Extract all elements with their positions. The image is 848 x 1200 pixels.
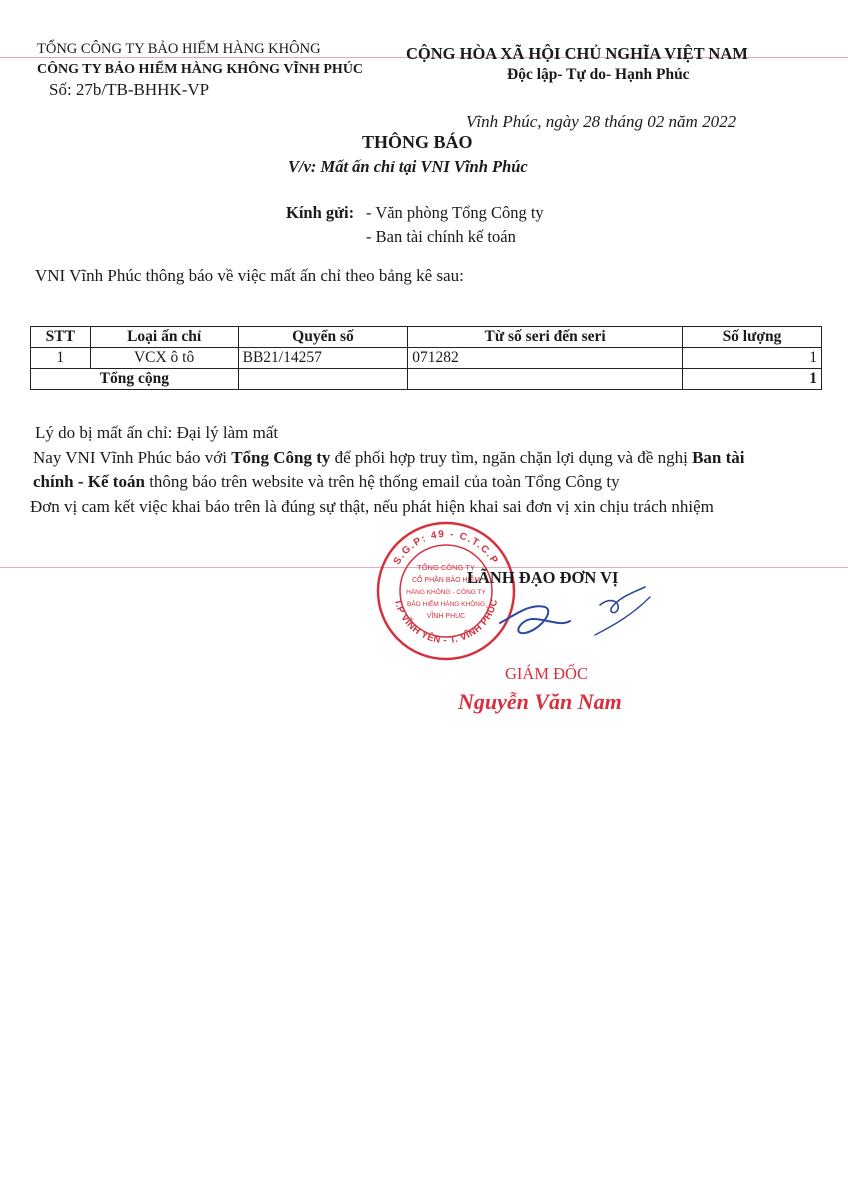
- p1-part-b: Tổng Công ty: [231, 448, 331, 467]
- col-header-qty: Số lượng: [682, 327, 821, 348]
- cell-qty: 1: [682, 348, 821, 369]
- cell-stt: 1: [31, 348, 91, 369]
- reason-text: Lý do bị mất ấn chỉ: Đại lý làm mất: [35, 423, 279, 442]
- org-unit: CÔNG TY BẢO HIỂM HÀNG KHÔNG VĨNH PHÚC: [37, 62, 364, 77]
- recipients-label: Kính gửi:: [286, 203, 355, 222]
- col-header-serial: Từ số seri đến seri: [408, 327, 683, 348]
- total-qty: 1: [682, 369, 821, 390]
- col-header-book: Quyển số: [238, 327, 408, 348]
- seal-line-5: VĨNH PHÚC: [426, 613, 466, 620]
- p1-part-d: Ban tài: [692, 448, 745, 467]
- signatory-position: GIÁM ĐỐC: [505, 664, 588, 683]
- lost-forms-table: [30, 326, 822, 390]
- doc-number: Số: 27b/TB-BHHK-VP: [49, 80, 210, 99]
- seal-line-3: HÀNG KHÔNG - CÔNG TY: [406, 589, 486, 596]
- p2-part-a: chính - Kế toán: [33, 472, 145, 491]
- paragraph-line-1: [33, 448, 745, 468]
- recipient-1: - Văn phòng Tổng Công ty: [366, 203, 544, 222]
- table-header-row: [31, 327, 822, 348]
- cell-book: BB21/14257: [238, 348, 408, 369]
- total-empty-book: [238, 369, 408, 390]
- cell-type: VCX ô tô: [90, 348, 238, 369]
- seal-line-2: CỔ PHẦN BẢO HIỂM: [411, 577, 481, 584]
- cell-serial: 071282: [408, 348, 683, 369]
- paragraph-line-2: [33, 472, 620, 492]
- commitment-text: Đơn vị cam kết việc khai báo trên là đúng sự thật, nếu phát hiện khai sai đơn vị xin chịu trách nhiệm: [30, 497, 714, 516]
- seal-line-1: TỔNG CÔNG TY: [417, 563, 475, 572]
- total-label: Tổng cộng: [31, 369, 239, 390]
- p2-part-b: thông báo trên website và trên hệ thống email của toàn Tổng Công ty: [144, 472, 620, 491]
- signatory-role: LÃNH ĐẠO ĐƠN VỊ: [467, 568, 619, 587]
- table-row: [31, 348, 822, 369]
- page-title: THÔNG BÁO: [362, 132, 473, 152]
- recipient-2: - Ban tài chính kế toán: [366, 227, 516, 246]
- signature-scribble: [470, 575, 670, 655]
- p1-part-a: Nay VNI Vĩnh Phúc báo với: [33, 448, 232, 467]
- org-parent: TỔNG CÔNG TY BẢO HIỂM HÀNG KHÔNG: [37, 41, 321, 57]
- seal-ring-bottom-text: T.P VĨNH YÊN - T. VĨNH PHÚC: [391, 597, 501, 647]
- total-empty-serial: [408, 369, 683, 390]
- col-header-stt: STT: [31, 327, 91, 348]
- table-total-row: [31, 369, 822, 390]
- place-date: Vĩnh Phúc, ngày 28 tháng 02 năm 2022: [466, 112, 737, 131]
- nation-title: CỘNG HÒA XÃ HỘI CHỦ NGHĨA VIỆT NAM: [406, 44, 748, 63]
- col-header-type: Loại ấn chỉ: [90, 327, 238, 348]
- seal-line-4: BẢO HIỂM HÀNG KHÔNG: [406, 601, 486, 608]
- seal-ring-top-text: S.G.P: 49 - C.T.C.P: [391, 528, 501, 567]
- signatory-name: Nguyễn Văn Nam: [458, 689, 622, 714]
- motto: Độc lập- Tự do- Hạnh Phúc: [507, 66, 690, 83]
- p1-part-c: để phối hợp truy tìm, ngăn chặn lợi dụng và đề nghị: [330, 448, 693, 467]
- intro-text: VNI Vĩnh Phúc thông báo về việc mất ấn chỉ theo bảng kê sau:: [35, 266, 464, 285]
- subject-line: V/v: Mất ấn chỉ tại VNI Vĩnh Phúc: [288, 157, 528, 176]
